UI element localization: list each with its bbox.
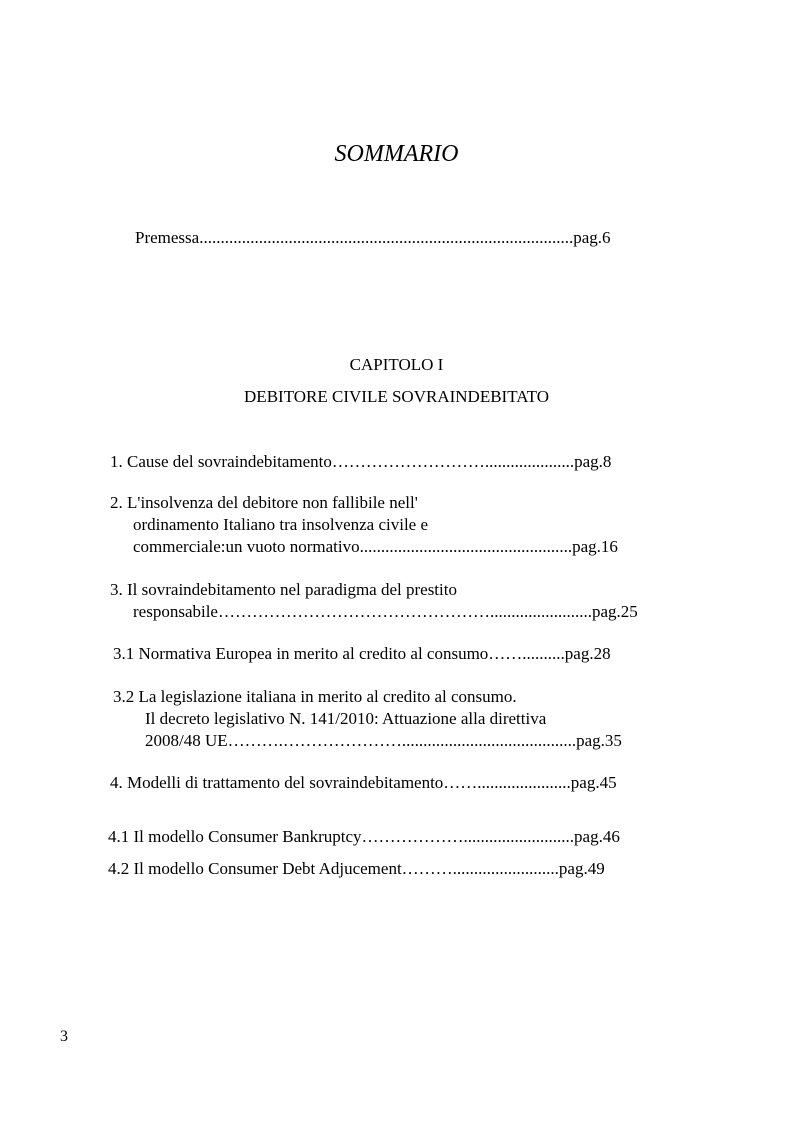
toc-entry-3-line-1: 3. Il sovraindebitamento nel paradigma del prestito: [110, 580, 457, 599]
page-title: SOMMARIO: [334, 141, 459, 167]
chapter-number: CAPITOLO I: [349, 355, 444, 374]
toc-premessa: Premessa........................................................................................pag.6: [135, 228, 611, 247]
toc-entry-2-line-3: commerciale:un vuoto normativo..................................................pag.16: [133, 537, 618, 556]
toc-entry-3-1: 3.1 Normativa Europea in merito al credito al consumo……..........pag.28: [113, 644, 611, 663]
toc-entry-3-2-line-3: 2008/48 UE……….………………….........................................pag.35: [145, 731, 622, 750]
toc-entry-2-line-2: ordinamento Italiano tra insolvenza civile e: [133, 515, 429, 534]
toc-entry-3-2-line-1: 3.2 La legislazione italiana in merito al credito al consumo.: [113, 687, 517, 706]
toc-entry-4-1: 4.1 Il modello Consumer Bankruptcy………………..........................pag.46: [108, 827, 620, 846]
toc-entry-3-line-2: responsabile…………………………………………........................pag.25: [133, 602, 638, 621]
toc-entry-4-2: 4.2 Il modello Consumer Debt Adjucement……….........................pag.49: [108, 859, 605, 878]
chapter-title: DEBITORE CIVILE SOVRAINDEBITATO: [244, 387, 549, 406]
page-number: 3: [60, 1028, 68, 1045]
toc-entry-2-line-1: 2. L'insolvenza del debitore non fallibile nell': [110, 493, 418, 512]
toc-entry-4: 4. Modelli di trattamento del sovraindebitamento……......................pag.45: [110, 773, 617, 792]
toc-entry-3-2-line-2: Il decreto legislativo N. 141/2010: Attuazione alla direttiva: [145, 709, 547, 728]
toc-entry-1: 1. Cause del sovraindebitamento……………………….....................pag.8: [110, 452, 612, 471]
